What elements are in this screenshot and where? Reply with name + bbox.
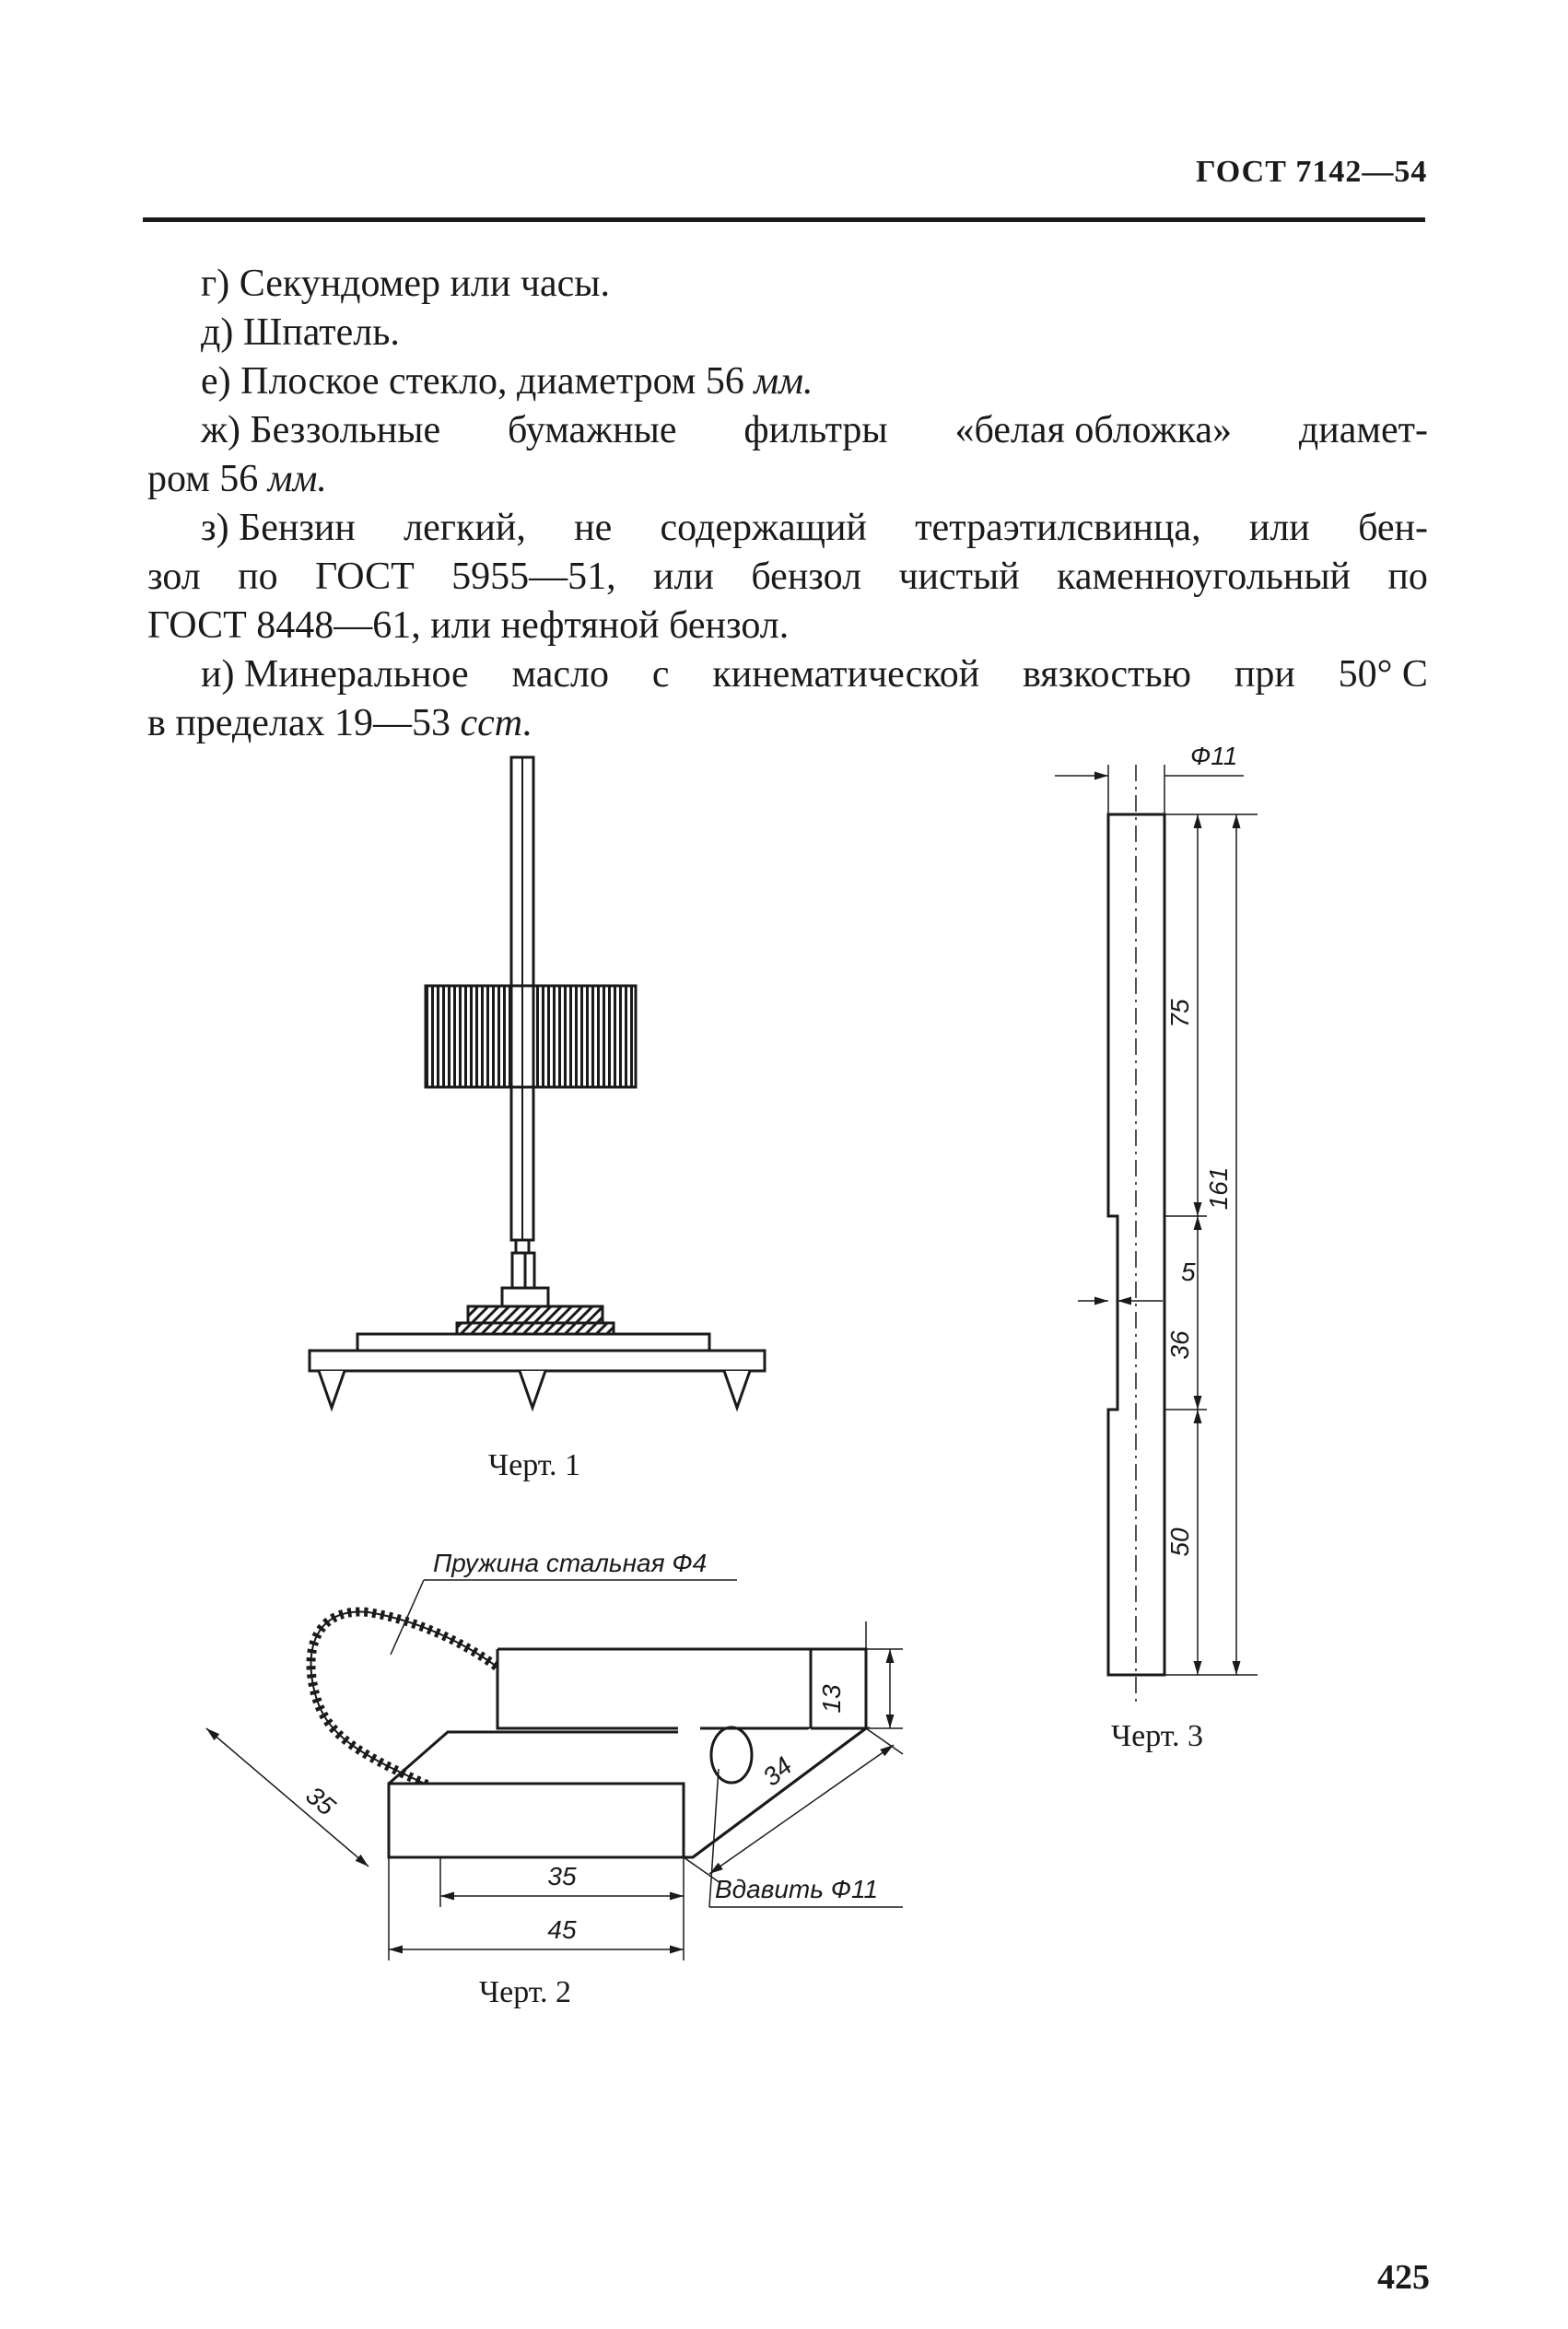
word: по: [238, 556, 278, 598]
word: масло: [511, 653, 610, 696]
word: бумажные: [507, 409, 677, 451]
item-g: г) Секундомер или часы.: [201, 263, 610, 305]
figure-1-apparatus: [310, 757, 765, 1408]
word: кинематической: [712, 653, 980, 696]
word: содержащий: [660, 507, 867, 549]
fig3-dim-75: 75: [1165, 999, 1194, 1028]
word: ГОСТ: [315, 556, 415, 598]
word: 50° С: [1338, 653, 1428, 696]
fig2-dim-depth: 34: [756, 1750, 798, 1792]
fig2-dim-diag: 35: [300, 1780, 341, 1821]
word: легкий,: [404, 507, 526, 549]
item-i: и) Минеральное масло с кинематической вязкостью при 50° С в пределах 19—53 сст.: [147, 650, 1428, 748]
item-d: д) Шпатель.: [201, 311, 400, 354]
word: «белая обложка»: [954, 409, 1233, 451]
fig3-dim-diameter: Ф11: [1190, 742, 1238, 770]
fig2-dim-inner: 35: [547, 1862, 577, 1890]
word: з) Бензин: [201, 507, 356, 549]
page-number: 425: [1377, 2258, 1430, 2297]
fig2-dim-height: 13: [817, 1684, 846, 1714]
fig2-press-label: Вдавить Ф11: [715, 1875, 879, 1903]
word: чистый: [898, 556, 1020, 598]
word: вязкостью: [1023, 653, 1192, 696]
word: диамет-: [1298, 409, 1428, 451]
word: бензол: [751, 556, 862, 598]
word: не: [574, 507, 613, 549]
figure-3-strip: [1055, 765, 1258, 1704]
item-zh: ж) Беззольные бумажные фильтры «белая обложка» диамет- ром 56 мм.: [147, 406, 1428, 504]
item-z: з) Бензин легкий, не содержащий тетраэтилсвинца, или бен- зол по ГОСТ 5955—51, или бензол чистый каменноугольный по ГОСТ 8448—61, или нефтяной бензол.: [147, 504, 1428, 650]
document-header: ГОСТ 7142—54: [1196, 155, 1428, 189]
fig3-dim-161: 161: [1204, 1166, 1233, 1211]
fig3-dim-50: 50: [1165, 1527, 1194, 1557]
word: тетраэтилсвинца,: [915, 507, 1201, 549]
word: 5955—51,: [451, 556, 616, 598]
word: или: [653, 556, 714, 598]
word: зол: [147, 556, 201, 598]
item-e: е) Плоское стекло, диаметром 56 мм.: [201, 360, 813, 403]
word: бен-: [1358, 507, 1428, 549]
word: или: [1248, 507, 1310, 549]
word: фильтры: [743, 409, 888, 451]
figure-2-caption: Черт. 2: [479, 1975, 572, 2009]
figure-1-caption: Черт. 1: [488, 1448, 581, 1482]
word: ж) Беззольные: [201, 409, 441, 451]
word: и) Минеральное: [201, 653, 469, 696]
figure-3-dimensions: [1165, 742, 1237, 1557]
figure-2-clamp: [206, 1580, 903, 1960]
fig2-spring-label: Пружина стальная Ф4: [433, 1549, 708, 1577]
word: при: [1234, 653, 1295, 696]
fig3-dim-5: 5: [1181, 1258, 1196, 1286]
word: каменноугольный: [1057, 556, 1352, 598]
fig3-dim-36: 36: [1165, 1330, 1194, 1360]
figure-3-caption: Черт. 3: [1111, 1719, 1204, 1753]
word: по: [1387, 556, 1428, 598]
fig2-dim-outer: 45: [547, 1915, 577, 1944]
word: с: [651, 653, 670, 696]
